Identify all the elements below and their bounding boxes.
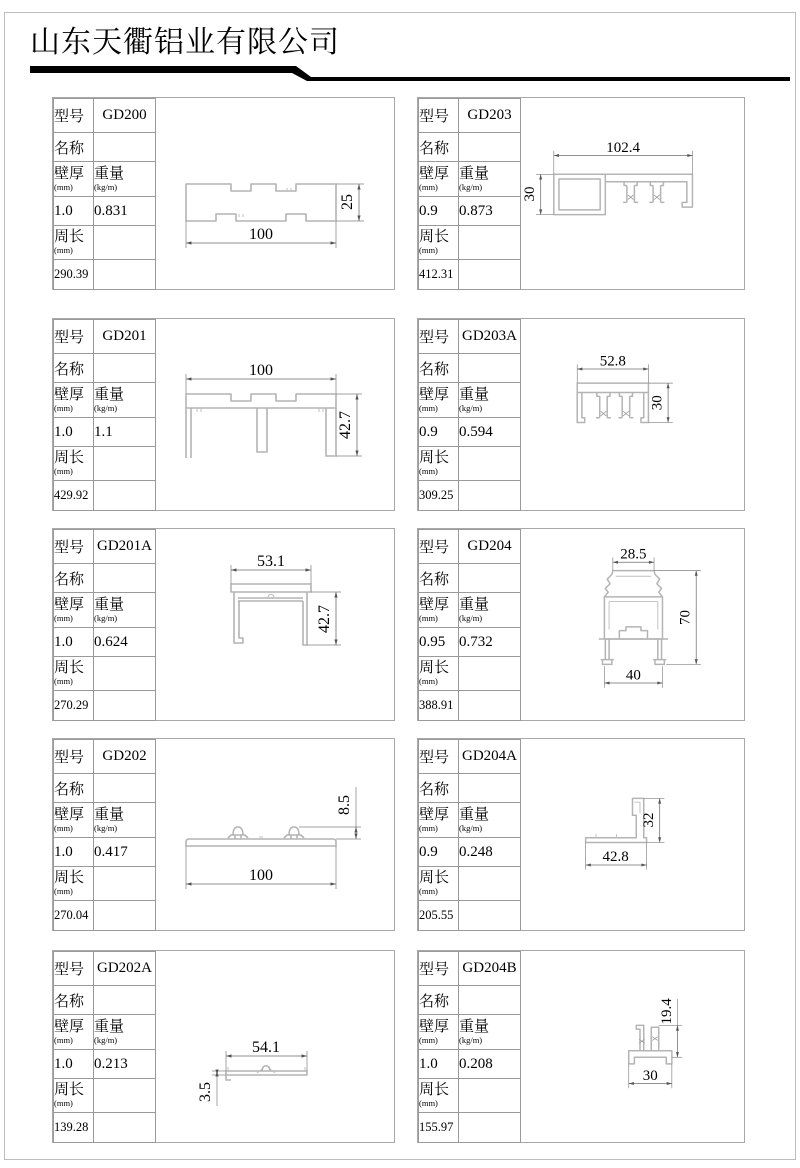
spec-table: 型号 GD204B 名称 壁厚 (mm) 重量 (kg/m) 1.0 0.208 周长 (mm) 155.97 [418,951,521,1143]
drawing-gd204 [521,529,744,720]
model-label: 型号 [54,99,94,133]
panel-gd200 [52,97,395,290]
panel-gd204a [417,738,745,931]
weight-label: 重量 (kg/m) [94,162,156,197]
panel-gd203a [417,318,745,511]
panel-gd202a [52,950,395,1143]
dim-height: 8.5 [336,795,353,815]
profile-outline [577,383,648,422]
drawing-gd201a [156,529,394,720]
spec-table: 型号 GD204 名称 壁厚 (mm) 重量 (kg/m) 0.95 0.732 周长 (mm) 388.91 [418,529,521,721]
dim-height: 25 [339,194,356,210]
panel-gd204 [417,528,745,721]
panel-gd202 [52,738,395,931]
dimensions [522,140,692,215]
spec-table: 型号 GD202A 名称 壁厚 (mm) 重量 (kg/m) 1.0 0.213 周长 (mm) 139.28 [53,951,156,1143]
profile-outline [231,584,311,645]
dim-height: 32 [641,812,658,828]
spec-table: 型号 GD201 名称 壁厚 (mm) 重量 (kg/m) 1.0 1.1 周长 (mm) 429.92 [53,319,156,511]
dim-height: 3.5 [197,1082,214,1102]
dim-width: 30 [642,1067,658,1084]
profile-outline [586,798,647,842]
perimeter-value: 290.39 [54,260,94,290]
spec-table: 型号 GD202 名称 壁厚 (mm) 重量 (kg/m) 1.0 0.417 周长 (mm) 270.04 [53,739,156,931]
dim-height: 30 [522,186,539,202]
spec-table: 型号 GD203A 名称 壁厚 (mm) 重量 (kg/m) 0.9 0.594 周长 (mm) 309.25 [418,319,521,511]
dim-width: 42.8 [602,849,629,866]
dim-width: 102.4 [606,139,640,156]
thickness-label: 壁厚 (mm) [54,162,94,197]
dimensions [629,998,682,1088]
dim-height: 42.7 [316,605,333,633]
profile-outline [186,827,336,846]
dim-height: 19.4 [658,998,675,1025]
panel-gd204b [417,950,745,1143]
dim-bottom-width: 40 [625,667,641,684]
panel-gd201 [52,318,395,511]
drawing-gd204a [521,739,744,930]
drawing-gd203a [521,319,744,510]
dim-width: 100 [249,226,273,243]
dim-height: 70 [677,609,694,625]
name-label: 名称 [54,133,94,162]
spec-table [53,98,156,290]
dimensions [186,184,364,248]
profile-outline [629,1025,672,1063]
drawing-gd202a [156,951,394,1142]
dimensions [577,353,673,422]
header-rule [0,0,800,100]
panel-gd203 [417,97,745,290]
drawing-gd203 [521,98,744,289]
dim-width: 52.8 [599,353,626,370]
dim-height: 42.7 [337,411,354,439]
company-title: 山东天衢铝业有限公司 [30,26,340,59]
panel-gd201a [52,528,395,721]
spec-table: 型号 GD201A 名称 壁厚 (mm) 重量 (kg/m) 1.0 0.624 周长 (mm) 270.29 [53,529,156,721]
drawing-gd201 [156,319,394,510]
dim-height: 30 [649,395,666,411]
dimensions [231,553,341,645]
dim-top-width: 28.5 [620,546,647,563]
profile-outline [554,174,693,214]
profile-outline [186,184,336,221]
dim-width: 54.1 [252,1039,280,1056]
profile-outline [186,394,336,458]
drawing-gd204b [521,951,744,1142]
profile-outline [599,571,668,665]
model-value: GD200 [94,99,156,133]
thickness-value: 1.0 [54,197,94,226]
drawing-gd200 [156,98,394,289]
dimensions [186,787,361,889]
spec-table: 型号 GD204A 名称 壁厚 (mm) 重量 (kg/m) 0.9 0.248 周长 (mm) 205.55 [418,739,521,931]
name-value [94,133,156,162]
dim-width: 100 [249,362,273,379]
dim-width: 53.1 [257,553,285,570]
profile-outline [226,1066,307,1080]
perimeter-label: 周长 (mm) [54,226,94,260]
weight-value: 0.831 [94,197,156,226]
dim-width: 100 [249,867,273,884]
dimensions [604,546,701,687]
drawing-gd202 [156,739,394,930]
spec-table: 型号 GD203 名称 壁厚 (mm) 重量 (kg/m) 0.9 0.873 周长 (mm) 412.31 [418,98,521,290]
dimensions [586,798,665,869]
dimensions [197,1039,307,1106]
